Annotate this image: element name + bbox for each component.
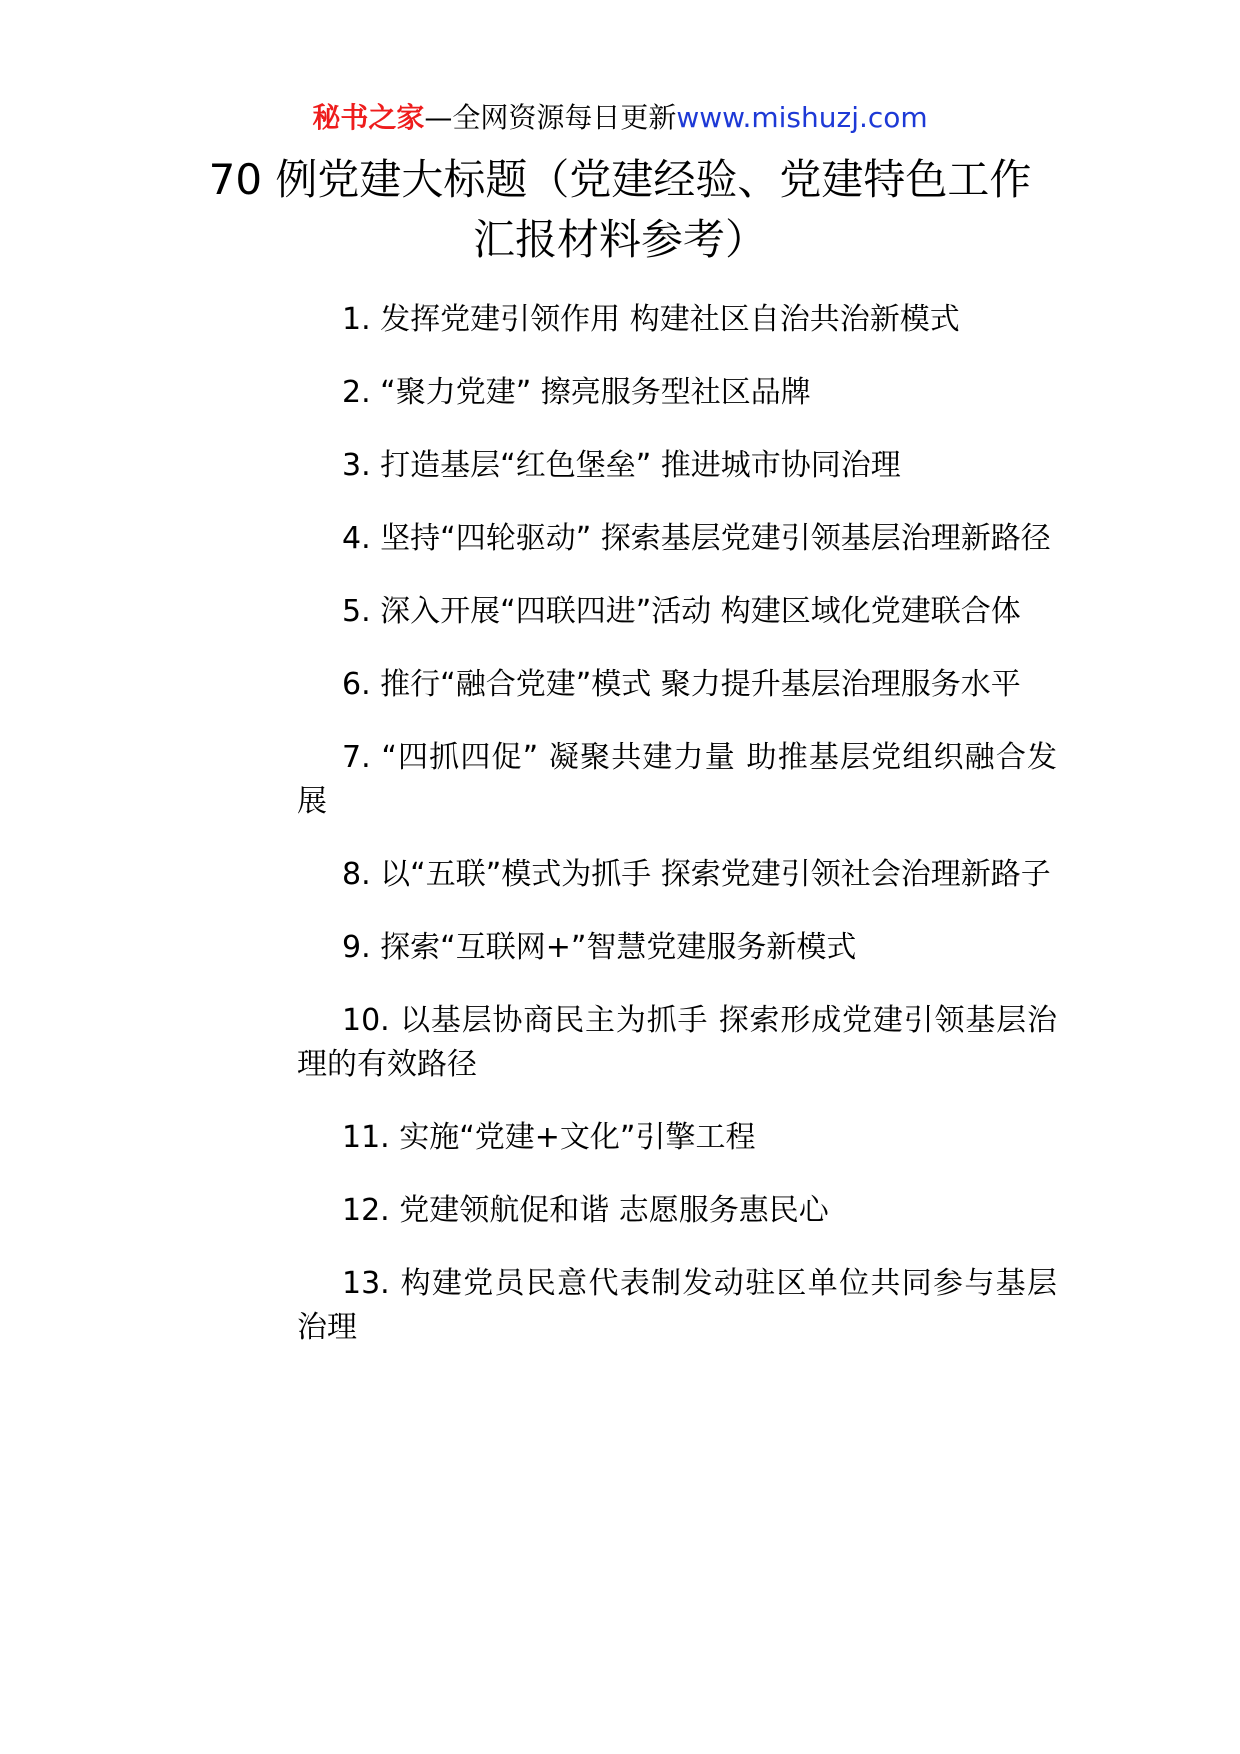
list-item: 3. 打造基层“红色堡垒” 推进城市协同治理 — [342, 448, 901, 483]
list-item: 1. 发挥党建引领作用 构建社区自治共治新模式 — [342, 302, 960, 337]
list-item: 11. 实施“党建+文化”引擎工程 — [342, 1120, 756, 1155]
list-item: 12. 党建领航促和谐 志愿服务惠民心 — [342, 1193, 829, 1228]
list-item: 5. 深入开展“四联四进”活动 构建区域化党建联合体 — [342, 594, 1021, 629]
site-url-link[interactable]: www.mishuzj.com — [676, 101, 928, 134]
title-list — [297, 298, 1057, 1379]
document-title: 70 例党建大标题（党建经验、党建特色工作汇报材料参考） — [208, 155, 1032, 264]
list-item: 9. 探索“互联网+”智慧党建服务新模式 — [342, 930, 857, 965]
site-tagline: —全网资源每日更新 — [424, 101, 677, 134]
list-item: 7. “四抓四促” 凝聚共建力量 助推基层党组织融合发展 — [297, 740, 1057, 819]
list-item: 4. 坚持“四轮驱动” 探索基层党建引领基层治理新路径 — [342, 521, 1051, 556]
list-item: 8. 以“五联”模式为抓手 探索党建引领社会治理新路子 — [342, 857, 1051, 892]
list-item: 2. “聚力党建” 擦亮服务型社区品牌 — [342, 375, 811, 410]
site-header — [0, 98, 1240, 138]
list-item: 10. 以基层协商民主为抓手 探索形成党建引领基层治理的有效路径 — [297, 1003, 1057, 1082]
list-item: 6. 推行“融合党建”模式 聚力提升基层治理服务水平 — [342, 667, 1021, 702]
list-item: 13. 构建党员民意代表制发动驻区单位共同参与基层治理 — [297, 1266, 1057, 1345]
site-name: 秘书之家 — [312, 101, 425, 134]
